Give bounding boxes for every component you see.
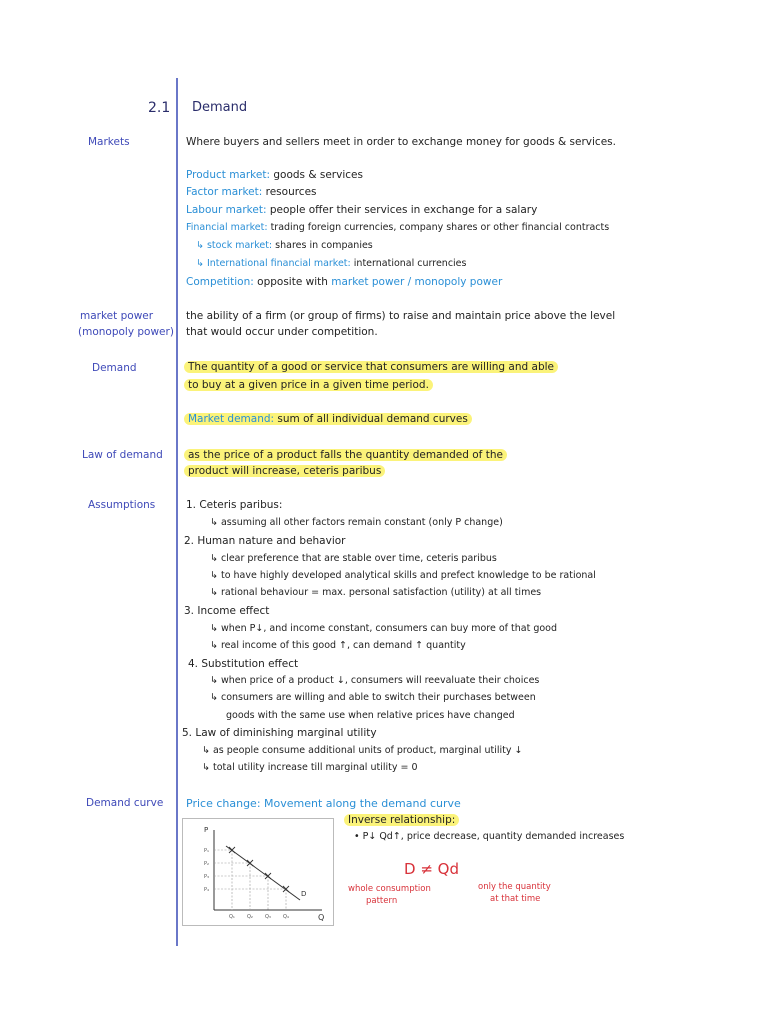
labour-market-label: Labour market: <box>186 204 267 216</box>
intl-market-line <box>196 258 466 269</box>
note-right-1: only the quantity <box>478 882 551 892</box>
x-tick-4: Q₄ <box>283 914 289 920</box>
competition-line <box>186 276 502 288</box>
stock-market-line <box>196 240 373 251</box>
labour-market-text: people offer their services in exchange for a salary <box>269 204 538 216</box>
demand-definition-line1: The quantity of a good or service that consumers are willing and able <box>184 361 558 373</box>
assumption-3: 3. Income effect <box>184 605 270 617</box>
x-tick-3: Q₃ <box>265 914 271 920</box>
graph-frame <box>183 819 334 926</box>
curve-label-d: D <box>301 890 307 898</box>
market-power-line1: the ability of a firm (or group of firms) to raise and maintain price above the level <box>186 310 616 322</box>
inverse-relationship-label: Inverse relationship: <box>344 814 459 826</box>
assumption-1: 1. Ceteris paribus: <box>186 499 283 511</box>
product-market-label: Product market: <box>186 169 271 181</box>
product-market-text: goods & services <box>273 169 363 181</box>
assumption-2: 2. Human nature and behavior <box>184 535 346 547</box>
assumption-3-detail-2: ↳ real income of this good ↑, can demand ↑ quantity <box>210 640 466 651</box>
competition-label: Competition: <box>186 276 254 288</box>
factor-market-label: Factor market: <box>186 186 263 198</box>
product-market-line <box>186 169 363 181</box>
x-tick-1: Q₁ <box>229 914 235 920</box>
label-markets: Markets <box>88 136 130 148</box>
y-tick-1: P₁ <box>204 848 210 854</box>
note-left-1: whole consumption <box>348 884 431 894</box>
assumption-4-detail-2: ↳ consumers are willing and able to switch their purchases between <box>210 692 536 703</box>
demand-definition-line2: to buy at a given price in a given time period. <box>184 379 433 391</box>
competition-link: market power / monopoly power <box>331 276 503 288</box>
label-monopoly-power: (monopoly power) <box>78 326 174 338</box>
label-law-of-demand: Law of demand <box>82 449 163 461</box>
factor-market-line <box>186 186 317 198</box>
assumption-5-detail-2: ↳ total utility increase till marginal utility = 0 <box>202 762 418 773</box>
x-tick-2: Q₂ <box>247 914 253 920</box>
demand-not-equal-equation: D ≠ Qd <box>404 860 459 878</box>
assumption-5-detail-1: ↳ as people consume additional units of product, marginal utility ↓ <box>202 745 523 756</box>
axis-label-p: P <box>204 826 209 834</box>
market-demand-line <box>184 413 472 425</box>
inverse-relationship-bullet: • P↓ Qd↑, price decrease, quantity demanded increases <box>354 831 625 842</box>
market-demand-label: Market demand: <box>188 413 275 425</box>
market-power-line2: that would occur under competition. <box>186 326 378 338</box>
label-demand-curve: Demand curve <box>86 797 164 809</box>
market-demand-text: sum of all individual demand curves <box>277 413 468 425</box>
assumption-4-detail-1: ↳ when price of a product ↓, consumers will reevaluate their choices <box>210 675 540 686</box>
assumption-2-detail-3: ↳ rational behaviour = max. personal satisfaction (utility) at all times <box>210 587 542 598</box>
axis-label-q: Q <box>318 913 325 922</box>
competition-mid: opposite with <box>257 276 328 288</box>
financial-market-line <box>186 222 609 233</box>
stock-market-label: ↳ stock market: <box>196 240 273 251</box>
intl-market-label: ↳ International financial market: <box>196 258 351 269</box>
demand-curve-heading: Price change: Movement along the demand curve <box>186 797 461 810</box>
assumption-2-detail-2: ↳ to have highly developed analytical skills and prefect knowledge to be rational <box>210 570 596 581</box>
assumption-4-detail-3: goods with the same use when relative prices have changed <box>226 710 515 721</box>
demand-curve-graph <box>182 818 334 926</box>
note-left-2: pattern <box>366 896 398 906</box>
assumption-5: 5. Law of diminishing marginal utility <box>182 727 377 739</box>
label-assumptions: Assumptions <box>88 499 156 511</box>
assumption-1-detail: ↳ assuming all other factors remain constant (only P change) <box>210 517 503 528</box>
notebook-margin-line <box>176 78 178 946</box>
section-title: Demand <box>192 100 248 115</box>
law-of-demand-line1: as the price of a product falls the quantity demanded of the <box>184 449 507 461</box>
stock-market-text: shares in companies <box>275 240 373 251</box>
assumption-4: 4. Substitution effect <box>188 658 299 670</box>
markets-definition: Where buyers and sellers meet in order to exchange money for goods & services. <box>186 136 616 148</box>
y-tick-3: P₃ <box>204 874 210 880</box>
section-number: 2.1 <box>148 100 171 116</box>
financial-market-label: Financial market: <box>186 222 268 233</box>
factor-market-text: resources <box>265 186 317 198</box>
assumption-3-detail-1: ↳ when P↓, and income constant, consumers can buy more of that good <box>210 623 558 634</box>
y-tick-4: P₄ <box>204 887 210 893</box>
note-right-2: at that time <box>490 894 541 904</box>
law-of-demand-line2: product will increase, ceteris paribus <box>184 465 385 477</box>
assumption-2-detail-1: ↳ clear preference that are stable over time, ceteris paribus <box>210 553 497 564</box>
labour-market-line <box>186 204 537 216</box>
label-market-power: market power <box>80 310 154 322</box>
y-tick-2: P₂ <box>204 861 210 867</box>
financial-market-text: trading foreign currencies, company shares or other financial contracts <box>270 222 610 233</box>
label-demand: Demand <box>92 362 137 374</box>
intl-market-text: international currencies <box>353 258 467 269</box>
